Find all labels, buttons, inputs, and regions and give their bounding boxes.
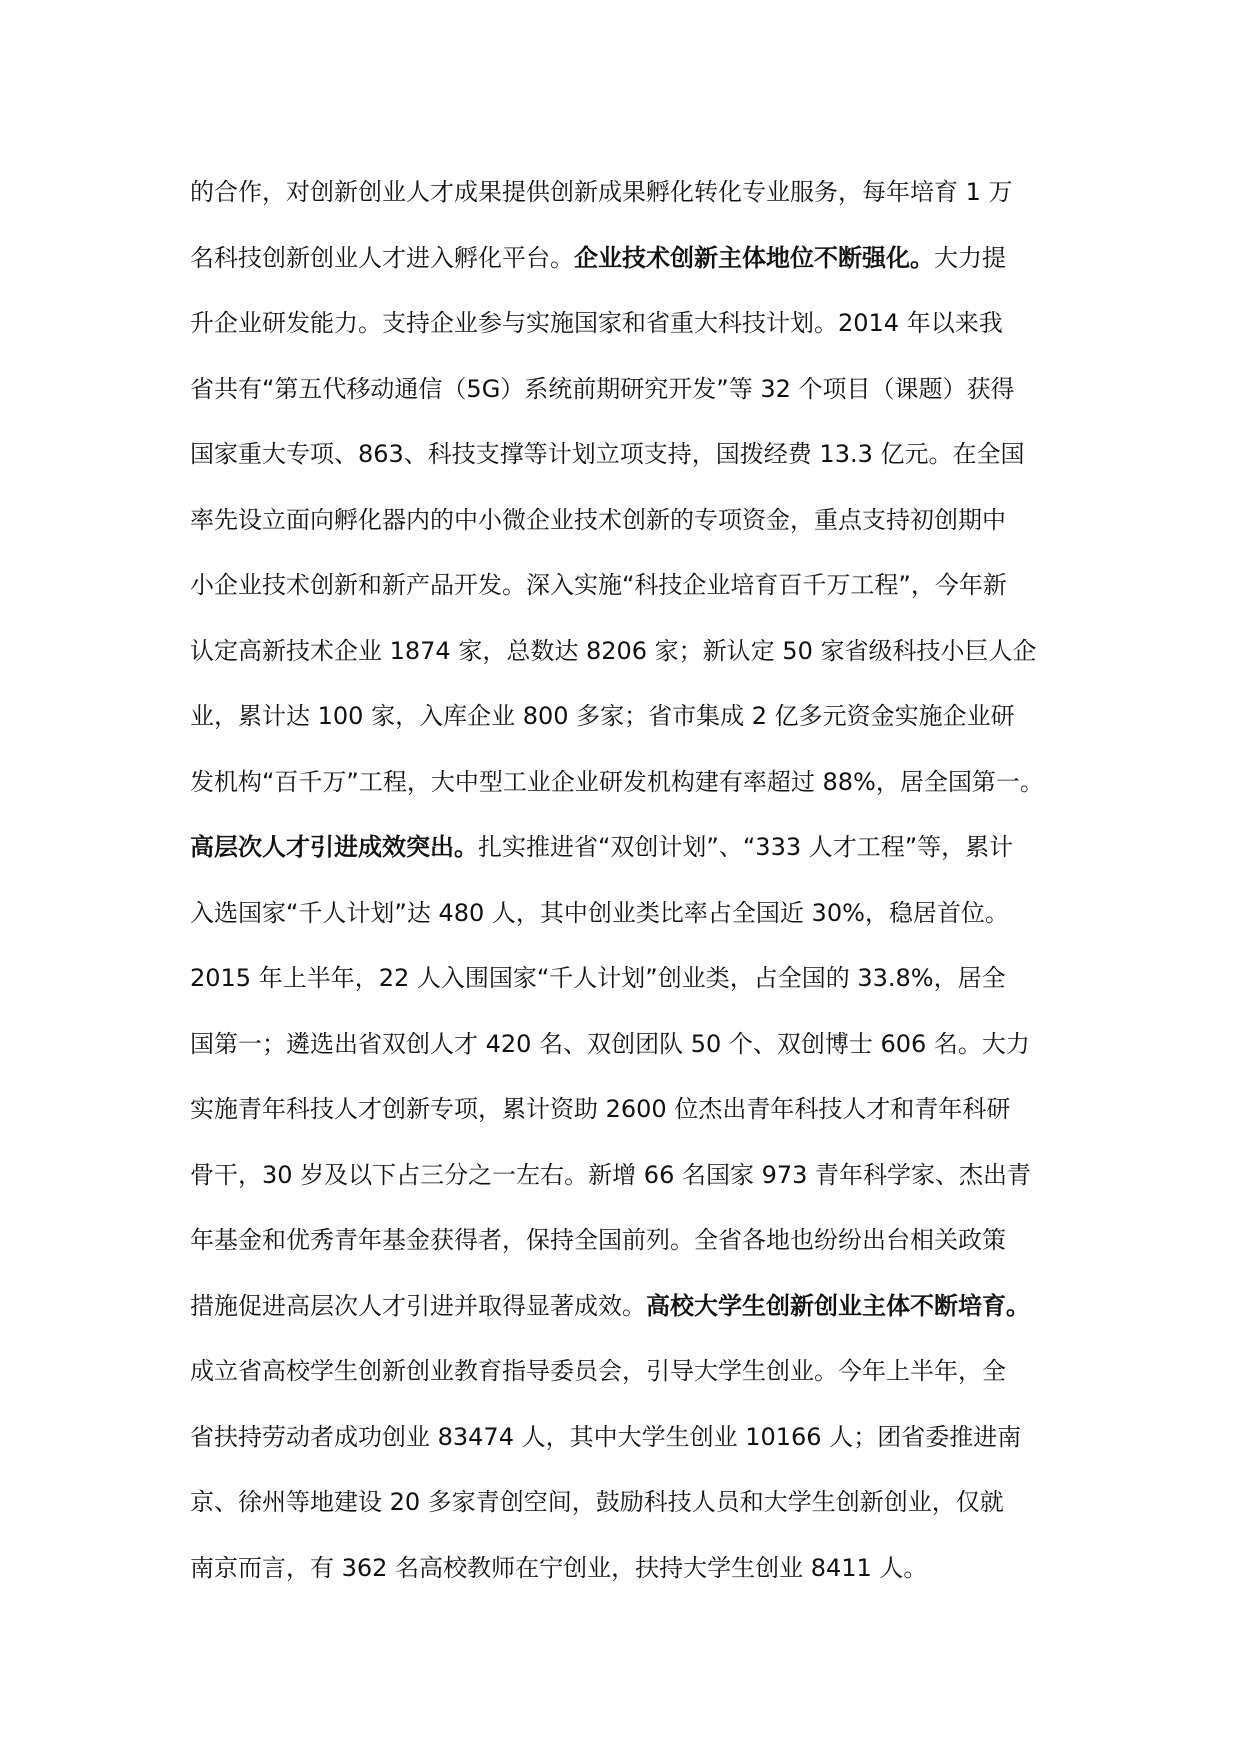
body-text: 省扶持劳动者成功创业 83474 人，其中大学生创业 10166 人；团省委推进南 bbox=[190, 1422, 1022, 1451]
body-text: 小企业技术创新和新产品开发。深入实施“科技企业培育百千万工程”，今年新 bbox=[190, 571, 1007, 599]
body-text: 年基金和优秀青年基金获得者，保持全国前列。全省各地也纷纷出台相关政策 bbox=[190, 1226, 1006, 1254]
body-text: 省共有“第五代移动通信（5G）系统前期研究开发”等 32 个项目（课题）获得 bbox=[190, 374, 1015, 403]
text-line bbox=[190, 1548, 1090, 1614]
body-text: 骨干，30 岁及以下占三分之一左右。新增 66 名国家 973 青年科学家、杰出青 bbox=[190, 1160, 1032, 1189]
text-line bbox=[190, 1351, 1090, 1417]
bold-heading-text: 高校大学生创新创业主体不断培育。 bbox=[646, 1291, 1030, 1320]
text-line bbox=[190, 893, 1090, 959]
body-text: 实施青年科技人才创新专项，累计资助 2600 位杰出青年科技人才和青年科研 bbox=[190, 1095, 1011, 1123]
body-text: 大力提 bbox=[934, 243, 1006, 272]
body-text: 国第一；遴选出省双创人才 420 名、双创团队 50 个、双创博士 606 名。大力 bbox=[190, 1029, 1030, 1058]
body-text: 入选国家“千人计划”达 480 人，其中创业类比率占全国近 30%，稳居首位。 bbox=[190, 898, 1009, 927]
body-text: 措施促进高层次人才引进并取得显著成效。 bbox=[190, 1291, 646, 1320]
body-text: 业，累计达 100 家，入库企业 800 多家；省市集成 2 亿多元资金实施企业研 bbox=[190, 702, 1015, 730]
bold-heading-text: 企业技术创新主体地位不断强化。 bbox=[574, 243, 934, 272]
text-line bbox=[190, 1220, 1090, 1286]
body-text: 的合作，对创新创业人才成果提供创新成果孵化转化专业服务，每年培育 1 万 bbox=[190, 178, 1013, 206]
text-line bbox=[190, 696, 1090, 762]
text-line bbox=[190, 1286, 1090, 1352]
text-line bbox=[190, 303, 1090, 369]
text-line bbox=[190, 238, 1090, 304]
body-text: 认定高新技术企业 1874 家，总数达 8206 家；新认定 50 家省级科技小巨人企 bbox=[190, 636, 1037, 665]
body-text: 名科技创新创业人才进入孵化平台。 bbox=[190, 243, 574, 272]
text-line bbox=[190, 1155, 1090, 1221]
body-text: 扎实推进省“双创计划”、“333 人才工程”等，累计 bbox=[478, 833, 1014, 861]
body-text: 南京而言，有 362 名高校教师在宁创业，扶持大学生创业 8411 人。 bbox=[190, 1553, 928, 1582]
text-line bbox=[190, 762, 1090, 828]
body-text: 升企业研发能力。支持企业参与实施国家和省重大科技计划。2014 年以来我 bbox=[190, 309, 1003, 337]
body-paragraph bbox=[190, 172, 1090, 1613]
text-line bbox=[190, 1024, 1090, 1090]
text-line bbox=[190, 500, 1090, 566]
bold-heading-text: 高层次人才引进成效突出。 bbox=[190, 833, 478, 861]
body-text: 国家重大专项、863、科技支撑等计划立项支持，国拨经费 13.3 亿元。在全国 bbox=[190, 440, 1025, 468]
text-line bbox=[190, 172, 1090, 238]
body-text: 成立省高校学生创新创业教育指导委员会，引导大学生创业。今年上半年，全 bbox=[190, 1357, 1006, 1385]
text-line bbox=[190, 1417, 1090, 1483]
text-line bbox=[190, 958, 1090, 1024]
text-line bbox=[190, 1089, 1090, 1155]
text-line bbox=[190, 565, 1090, 631]
body-text: 发机构“百千万”工程，大中型工业企业研发机构建有率超过 88%，居全国第一。 bbox=[190, 767, 1044, 796]
text-line bbox=[190, 827, 1090, 893]
text-line bbox=[190, 369, 1090, 435]
text-line bbox=[190, 1482, 1090, 1548]
body-text: 2015 年上半年，22 人入围国家“千人计划”创业类，占全国的 33.8%，居全 bbox=[190, 964, 1006, 992]
text-line bbox=[190, 631, 1090, 697]
text-line bbox=[190, 434, 1090, 500]
body-text: 率先设立面向孵化器内的中小微企业技术创新的专项资金，重点支持初创期中 bbox=[190, 505, 1006, 534]
body-text: 京、徐州等地建设 20 多家青创空间，鼓励科技人员和大学生创新创业，仅就 bbox=[190, 1488, 1004, 1516]
